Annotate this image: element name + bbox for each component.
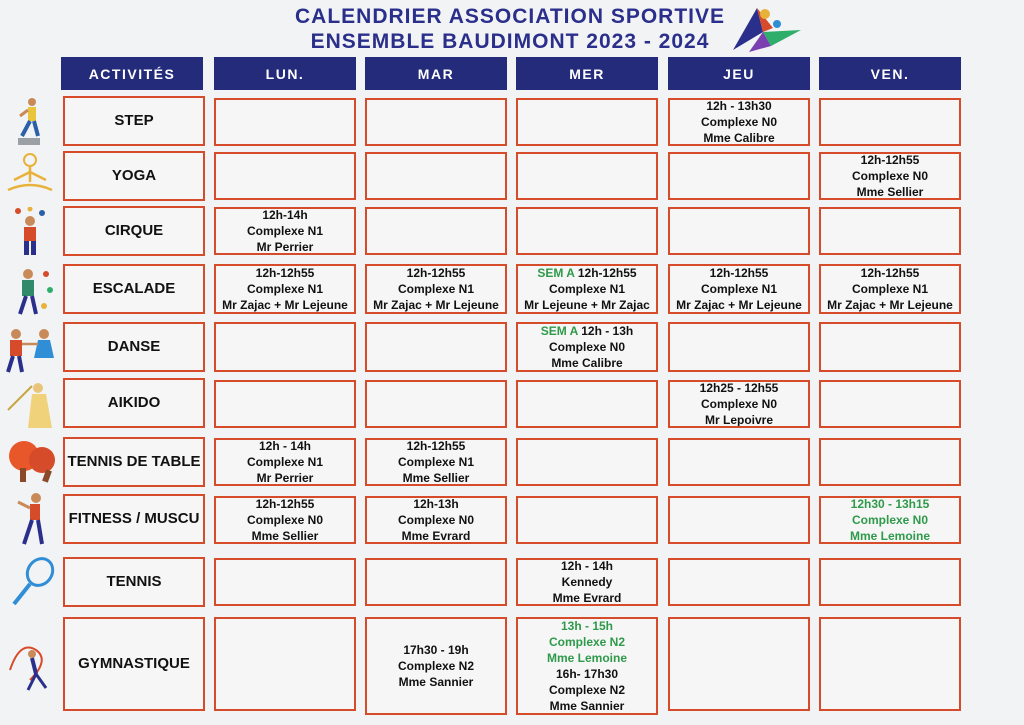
time: 12h-12h55: [709, 266, 769, 280]
cell-escalade-mer: [516, 264, 658, 314]
cell-yoga-ven: [819, 152, 961, 200]
time: 12h - 14h: [258, 439, 312, 453]
cell-gym-mar: [365, 617, 507, 715]
time: 12h-13h: [413, 497, 459, 511]
teacher: Mme Sellier: [402, 471, 470, 485]
cell-cirque-ven: [819, 207, 961, 255]
time: 12h30 - 13h15: [850, 497, 930, 511]
cell-tennis-mer: [516, 558, 658, 606]
place: Kennedy: [561, 575, 613, 589]
cell-aikido-lun: [214, 380, 356, 428]
place: Complexe N0: [851, 169, 929, 183]
cell-step-jeu: [668, 98, 810, 146]
place: Complexe N0: [851, 513, 929, 527]
cell-yoga-lun: [214, 152, 356, 200]
page-title: [250, 4, 770, 54]
cell-tennis-lun: [214, 558, 356, 606]
teacher: Mr Perrier: [256, 240, 314, 254]
step-aerobics-icon: [8, 96, 52, 148]
time: 17h30 - 19h: [403, 643, 469, 657]
cell-gym-lun: [214, 617, 356, 711]
activity-tennis: TENNIS: [63, 557, 205, 607]
tennis-racket-icon: [8, 556, 58, 610]
cell-yoga-mer: [516, 152, 658, 200]
time: 12h-12h55: [406, 266, 466, 280]
fitness-icon: [12, 492, 52, 548]
place: Complexe N0: [700, 397, 778, 411]
place: Complexe N0: [548, 340, 626, 354]
cell-cirque-jeu: [668, 207, 810, 255]
activity-step: STEP: [63, 96, 205, 146]
activity-aikido: AIKIDO: [63, 378, 205, 428]
header-ven: VEN.: [819, 57, 961, 90]
teacher-1: Mme Lemoine: [546, 651, 627, 665]
time: 12h-14h: [262, 208, 308, 222]
title-line-2: ENSEMBLE BAUDIMONT 2023 - 2024: [310, 30, 710, 53]
time: 12h-12h55: [255, 266, 315, 280]
week-tag: SEM A: [540, 324, 578, 338]
cell-aikido-mer: [516, 380, 658, 428]
time: 12h25 - 12h55: [699, 381, 779, 395]
activity-yoga: YOGA: [63, 151, 205, 201]
aikido-icon: [6, 380, 56, 430]
cell-tennis-table-lun: [214, 438, 356, 486]
activity-fitness: FITNESS / MUSCU: [63, 494, 205, 544]
cell-step-lun: [214, 98, 356, 146]
cell-fitness-ven: [819, 496, 961, 544]
cell-yoga-mar: [365, 152, 507, 200]
cell-tennis-table-mar: [365, 438, 507, 486]
cell-fitness-mer: [516, 496, 658, 544]
cell-aikido-ven: [819, 380, 961, 428]
week-tag: SEM A: [537, 266, 575, 280]
teacher: Mme Evrard: [401, 529, 471, 543]
time: 12h-12h55: [577, 266, 637, 280]
time: 12h - 13h: [581, 324, 634, 338]
time-1: 13h - 15h: [560, 619, 614, 633]
cell-danse-lun: [214, 322, 356, 372]
cell-aikido-jeu: [668, 380, 810, 428]
header-activites: ACTIVITÉS: [61, 57, 203, 90]
time: 12h-12h55: [860, 153, 920, 167]
cell-aikido-mar: [365, 380, 507, 428]
time: 12h - 13h30: [706, 99, 772, 113]
cell-tennis-table-ven: [819, 438, 961, 486]
place-1: Complexe N2: [548, 635, 626, 649]
cell-gym-ven: [819, 617, 961, 711]
cell-escalade-jeu: [668, 264, 810, 314]
teacher: Mme Sellier: [251, 529, 319, 543]
cell-tennis-jeu: [668, 558, 810, 606]
header-mar: MAR: [365, 57, 507, 90]
cell-danse-jeu: [668, 322, 810, 372]
cell-tennis-ven: [819, 558, 961, 606]
cell-fitness-mar: [365, 496, 507, 544]
cell-step-mer: [516, 98, 658, 146]
teacher: Mr Perrier: [256, 471, 314, 485]
place: Complexe N1: [851, 282, 929, 296]
teacher: Mr Zajac + Mr Lejeune: [827, 298, 953, 312]
cell-step-ven: [819, 98, 961, 146]
place: Complexe N1: [548, 282, 626, 296]
time: 12h - 14h: [560, 559, 614, 573]
cell-escalade-lun: [214, 264, 356, 314]
place: Complexe N0: [700, 115, 778, 129]
teacher: Mme Sellier: [856, 185, 924, 199]
cell-danse-mer: [516, 322, 658, 372]
activity-escalade: ESCALADE: [63, 264, 205, 314]
activity-danse: DANSE: [63, 322, 205, 372]
teacher: Mme Calibre: [703, 131, 775, 145]
association-logo-icon: [727, 2, 803, 56]
place: Complexe N1: [700, 282, 778, 296]
cell-danse-ven: [819, 322, 961, 372]
cell-tennis-mar: [365, 558, 507, 606]
title-line-1: CALENDRIER ASSOCIATION SPORTIVE: [294, 5, 726, 28]
cell-cirque-mer: [516, 207, 658, 255]
place: Complexe N1: [246, 282, 324, 296]
activity-gymnastique: GYMNASTIQUE: [63, 617, 205, 711]
time-line: [537, 265, 636, 281]
cell-step-mar: [365, 98, 507, 146]
place: Complexe N2: [397, 659, 475, 673]
cell-escalade-ven: [819, 264, 961, 314]
cell-cirque-mar: [365, 207, 507, 255]
cell-gym-mer: [516, 617, 658, 715]
time: 12h-12h55: [860, 266, 920, 280]
time-line: [541, 323, 634, 339]
cell-fitness-lun: [214, 496, 356, 544]
header-mer: MER: [516, 57, 658, 90]
cell-tennis-table-mer: [516, 438, 658, 486]
place: Complexe N1: [246, 224, 324, 238]
cell-yoga-jeu: [668, 152, 810, 200]
cell-tennis-table-jeu: [668, 438, 810, 486]
place: Complexe N1: [246, 455, 324, 469]
header-lun: LUN.: [214, 57, 356, 90]
time: 12h-12h55: [255, 497, 315, 511]
cell-danse-mar: [365, 322, 507, 372]
activity-tennis-de-table: TENNIS DE TABLE: [63, 437, 205, 487]
teacher: Mme Lemoine: [849, 529, 930, 543]
juggler-icon: [10, 207, 50, 259]
teacher: Mr Lepoivre: [704, 413, 773, 427]
activity-cirque: CIRQUE: [63, 206, 205, 256]
yoga-meditation-icon: [2, 152, 58, 198]
place: Complexe N0: [246, 513, 324, 527]
place: Complexe N1: [397, 455, 475, 469]
teacher: Mr Lejeune + Mr Zajac: [524, 298, 650, 312]
cell-cirque-lun: [214, 207, 356, 255]
teacher: Mme Calibre: [551, 356, 623, 370]
teacher-2: Mme Sannier: [549, 699, 625, 713]
place-2: Complexe N2: [548, 683, 626, 697]
rhythmic-gymnast-icon: [6, 630, 56, 694]
cell-gym-jeu: [668, 617, 810, 711]
teacher: Mr Zajac + Mr Lejeune: [373, 298, 499, 312]
teacher: Mr Zajac + Mr Lejeune: [676, 298, 802, 312]
time: 12h-12h55: [406, 439, 466, 453]
teacher: Mme Sannier: [398, 675, 474, 689]
place: Complexe N0: [397, 513, 475, 527]
climber-icon: [10, 266, 54, 320]
dancers-icon: [2, 326, 60, 374]
cell-escalade-mar: [365, 264, 507, 314]
teacher: Mme Evrard: [552, 591, 622, 605]
time-2: 16h- 17h30: [555, 667, 619, 681]
place: Complexe N1: [397, 282, 475, 296]
header-jeu: JEU: [668, 57, 810, 90]
cell-fitness-jeu: [668, 496, 810, 544]
ping-pong-paddles-icon: [6, 438, 58, 486]
teacher: Mr Zajac + Mr Lejeune: [222, 298, 348, 312]
